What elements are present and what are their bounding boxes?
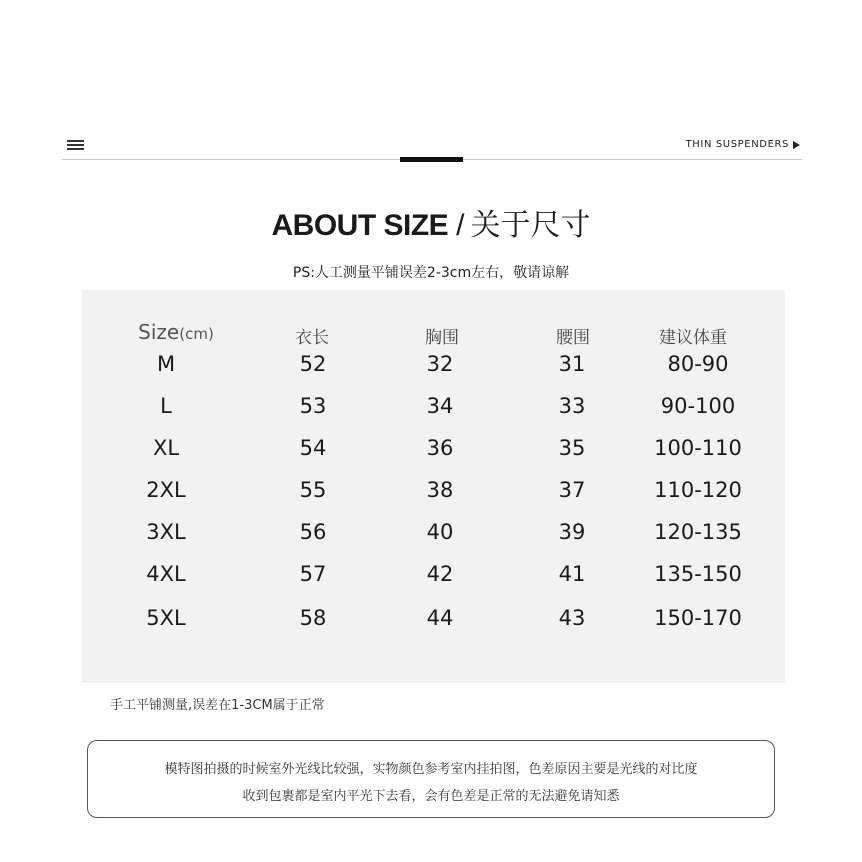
notice-line-2: 收到包裹都是室内平光下去看，会有色差是正常的无法避免请知悉 — [242, 789, 620, 804]
brand-label: THIN SUSPENDERS — [685, 139, 789, 150]
header-weight: 建议体重 — [659, 328, 727, 348]
table-cell-weight: 135-150 — [654, 562, 742, 586]
notice-line-1: 模特图拍摄的时候室外光线比较强，实物颜色参考室内挂拍图，色差原因主要是光线的对比度 — [164, 762, 698, 777]
title-slash: / — [456, 209, 465, 242]
table-cell-size: M — [156, 352, 176, 376]
table-cell-waist: 39 — [558, 520, 586, 544]
table-cell-chest: 44 — [426, 606, 454, 630]
table-cell-chest: 38 — [426, 478, 454, 502]
table-cell-size: 4XL — [146, 562, 186, 586]
brand-link[interactable] — [686, 139, 800, 150]
table-cell-waist: 43 — [558, 606, 586, 630]
title-chinese: 关于尺寸 — [470, 208, 591, 243]
table-cell-length: 57 — [299, 562, 327, 586]
table-cell-waist: 35 — [558, 436, 586, 460]
table-cell-size: 5XL — [146, 606, 186, 630]
ps-note: PS:人工测量平铺误差2-3cm左右，敬请谅解 — [292, 265, 570, 281]
header-size — [138, 320, 214, 344]
table-cell-waist: 41 — [558, 562, 586, 586]
table-cell-length: 58 — [299, 606, 327, 630]
page-title — [0, 200, 862, 244]
table-cell-chest: 42 — [426, 562, 454, 586]
table-cell-weight: 80-90 — [667, 352, 729, 376]
title-english: ABOUT SIZE — [271, 209, 449, 242]
triangle-right-icon — [793, 141, 800, 149]
table-cell-chest: 32 — [426, 352, 454, 376]
header-size-unit: (cm) — [179, 325, 214, 343]
table-cell-length: 55 — [299, 478, 327, 502]
header-length: 衣长 — [295, 328, 329, 348]
hamburger-menu-icon[interactable] — [67, 140, 84, 150]
table-cell-weight: 90-100 — [660, 394, 736, 418]
header-waist: 腰围 — [556, 328, 590, 348]
table-cell-size: 3XL — [146, 520, 186, 544]
table-cell-weight: 100-110 — [654, 436, 742, 460]
table-cell-chest: 36 — [426, 436, 454, 460]
table-cell-length: 52 — [299, 352, 327, 376]
table-cell-waist: 31 — [558, 352, 586, 376]
table-cell-chest: 40 — [426, 520, 454, 544]
table-cell-length: 56 — [299, 520, 327, 544]
size-table — [82, 290, 785, 683]
table-cell-weight: 110-120 — [654, 478, 742, 502]
table-cell-weight: 120-135 — [654, 520, 742, 544]
measure-note: 手工平铺测量,误差在1-3CM属于正常 — [110, 698, 325, 713]
table-cell-chest: 34 — [426, 394, 454, 418]
table-cell-size: XL — [152, 436, 180, 460]
table-cell-waist: 37 — [558, 478, 586, 502]
table-cell-waist: 33 — [558, 394, 586, 418]
table-cell-length: 53 — [299, 394, 327, 418]
notice-box — [87, 740, 775, 818]
header-size-label: Size — [138, 320, 180, 344]
table-cell-size: L — [160, 394, 172, 418]
header-accent-bar — [400, 157, 463, 162]
table-cell-weight: 150-170 — [654, 606, 742, 630]
table-cell-length: 54 — [299, 436, 327, 460]
table-cell-size: 2XL — [146, 478, 186, 502]
header-chest: 胸围 — [425, 328, 459, 348]
